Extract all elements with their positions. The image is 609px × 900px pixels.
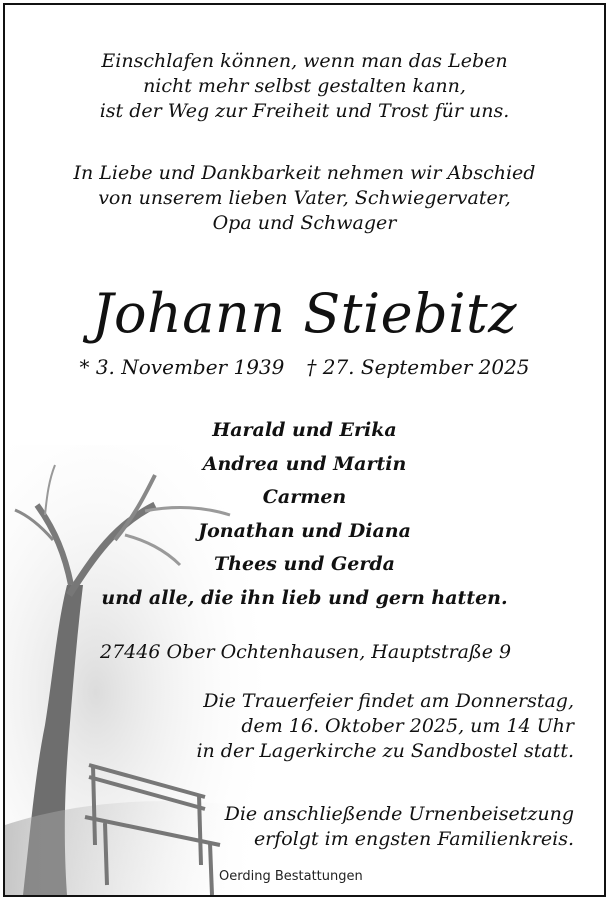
funeral-service-info [196,689,574,764]
mourner-line: Thees und Gerda [214,553,395,575]
quote-line: Einschlafen können, wenn man das Leben [101,50,508,72]
mourner-line: Andrea und Martin [202,452,407,475]
burial-line: Die anschließende Urnenbeisetzung [224,803,574,825]
farewell-line: Opa und Schwager [212,212,397,234]
funeral-home-credit: Oerding Bestattungen [219,869,363,884]
mourner-line: Carmen [262,486,347,508]
farewell-line: von unserem lieben Vater, Schwiegervater, [98,187,511,209]
service-line: in der Lagerkirche zu Sandbostel statt. [196,740,574,762]
mourner-address: 27446 Ober Ochtenhausen, Hauptstraße 9 [100,641,512,663]
deceased-name: Johann Stiebitz [91,282,518,345]
mourners-list [5,414,604,615]
mourner-line: und alle, die ihn lieb und gern hatten. [101,586,508,609]
farewell-text [5,161,604,236]
life-dates [5,354,604,380]
burial-info [225,802,574,852]
mourner-line: Jonathan und Diana [198,519,411,542]
service-line: dem 16. Oktober 2025, um 14 Uhr [241,715,574,737]
quote-line: nicht mehr selbst gestalten kann, [143,75,466,97]
burial-line: erfolgt im engsten Familienkreis. [253,828,574,850]
quote-line: ist der Weg zur Freiheit und Trost für uns. [99,100,510,122]
service-line: Die Trauerfeier findet am Donnerstag, [203,690,574,712]
mourner-line: Harald und Erika [212,419,397,441]
obituary-card [3,3,606,897]
opening-quote [5,49,604,124]
farewell-line: In Liebe und Dankbarkeit nehmen wir Abschied [73,162,536,184]
birth-date: * 3. November 1939 [79,355,285,379]
death-date: † 27. September 2025 [306,355,530,379]
